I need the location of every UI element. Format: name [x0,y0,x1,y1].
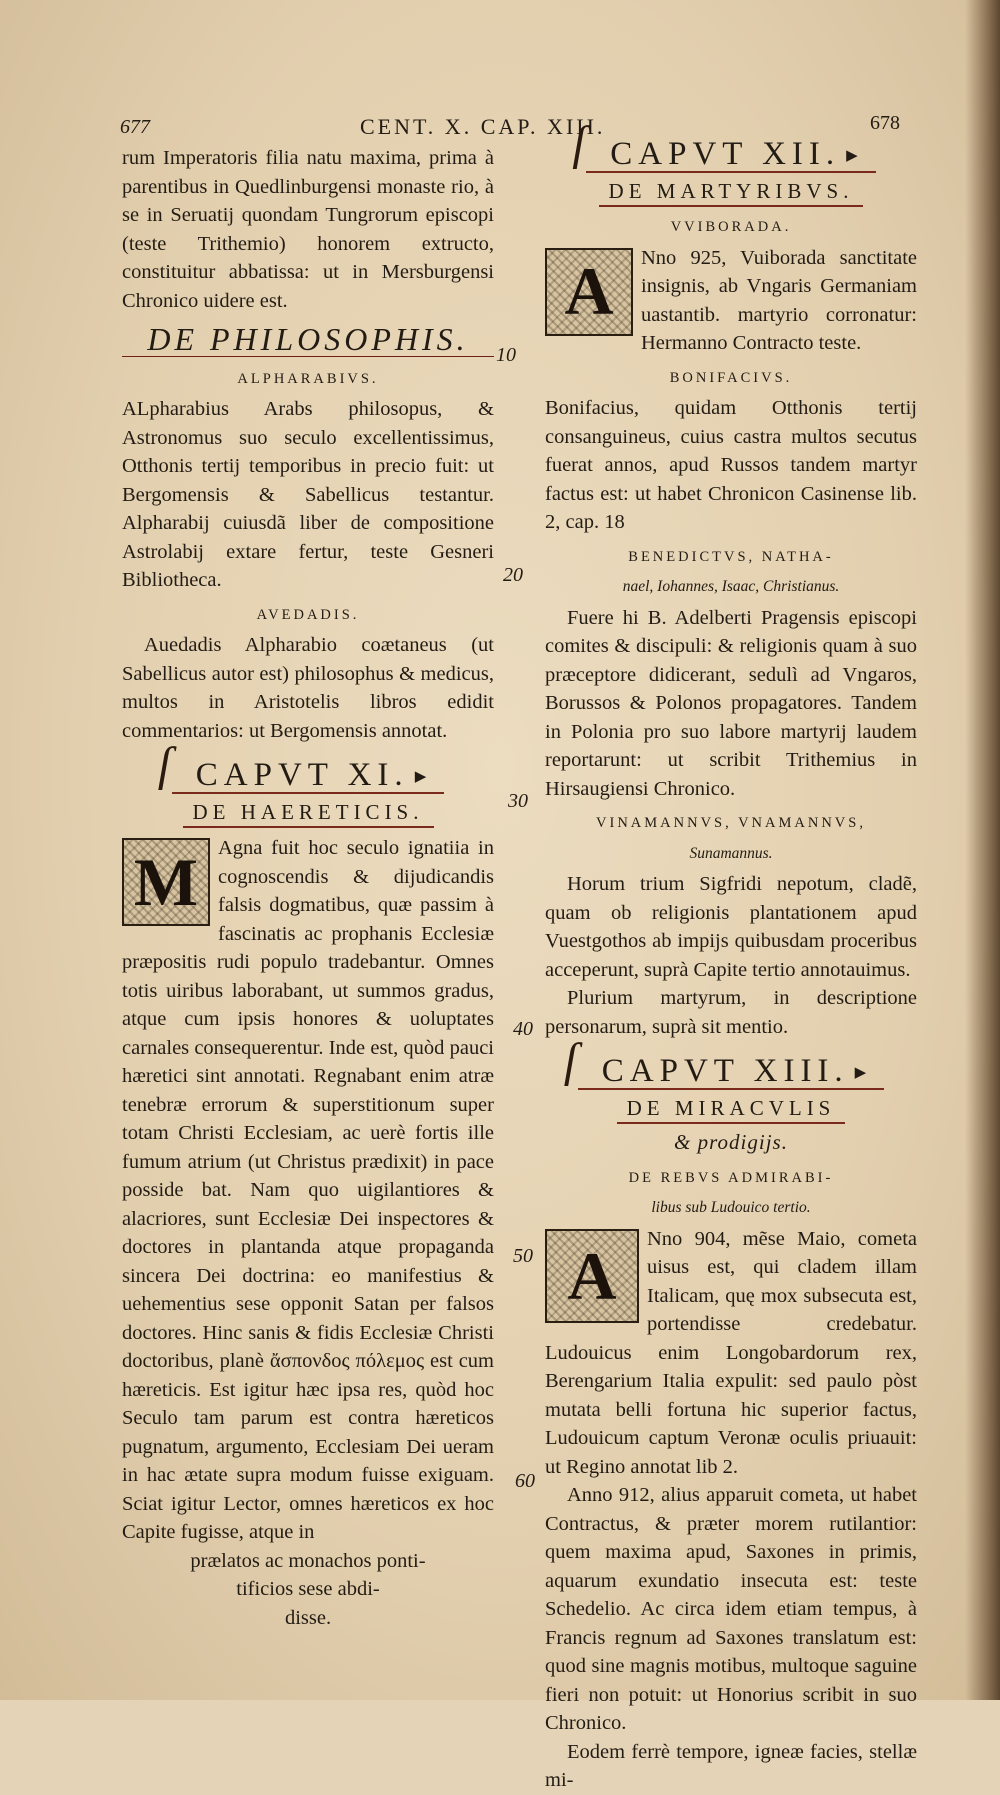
haeretici-section [122,834,494,1547]
vuiborada-paragraph: Nno 925, Vuiborada sanctitate insignis, ab Vngaris Germaniam uastantib. martyrio corronatur: Hermanno Contracto teste. [641,246,917,355]
caput-xii-subtitle: DE MARTYRIBVS. [599,177,864,208]
subhead-benedictus-names: nael, Iohannes, Isaac, Christianus. [622,578,840,596]
plurium-paragraph: Plurium martyrum, in descriptione personarum, suprà sit mentio. [545,987,917,1038]
line-number: 20 [503,564,523,586]
subhead-rebus: DE REBVS ADMIRABI- [628,1169,834,1186]
vuiborada-section [545,244,917,358]
caput-xiii-subtitle-2: & prodigijs. [674,1130,788,1155]
caput-xiii-subtitle: DE MIRACVLIS [617,1094,846,1125]
alpharabius-paragraph: ALpharabius Arabs philosopus, & Astronomus suo seculo excellentissimus, Otthonis tertij temporibus in precio fuit: ut Bergomensis & Sabellicus testantur. Alpharabij cuiusdã liber de compositione Astrolabij extare fertur, teste Gesneri Bibliotheca. [122,398,494,591]
anno904-section [545,1225,917,1482]
closing-line-3: disse. [284,1606,332,1629]
closing-line-1: prælatos ac monachos ponti- [190,1549,426,1572]
dropcap-a-miraculis: A [545,1229,639,1323]
caput-xi-heading [122,757,494,828]
right-column [545,136,917,1795]
caput-xi-title: ſ CAPVT XI. ▶ [172,761,444,794]
caput-xi-subtitle: DE HAERETICIS. [183,798,434,829]
closing-line-2: tificios sese abdi- [236,1578,380,1601]
intro-paragraph: rum Imperatoris filia natu maxima, prima à parentibus in Quedlinburgensi monaste rio, à se in Seruatij quondam Tungrorum episcopi (teste Trithemio) honorem extructo, constituitur abbatissa: ut in Mersburgensi Chronico uidere est. [122,147,494,312]
subhead-bonifacius: BONIFACIVS. [669,369,793,386]
caput-xiii-heading [545,1053,917,1158]
subhead-sunamannus: Sunamannus. [689,844,773,862]
page-number-right: 678 [870,112,900,134]
subhead-rebus-2: libus sub Ludouico tertio. [651,1199,811,1217]
line-number: 10 [496,344,516,366]
line-number: 30 [508,790,528,812]
dropcap-a-martyribus: A [545,248,633,336]
line-number: 60 [515,1470,535,1492]
subhead-avedadis: AVEDADIS. [256,606,360,623]
page-number-left: 677 [120,116,150,138]
vinamannus-paragraph: Horum trium Sigfridi nepotum, cladẽ, quam ob religionis plantationem apud Vuestgothos ab impijs quibusdam proceribus acceperunt, suprà Capite tertio annotauimus. [545,873,917,981]
dropcap-m: M [122,838,210,926]
avedadis-paragraph: Auedadis Alpharabio coætaneus (ut Sabellicus autor est) philosophus & medicus, multos in Aristotelis libros edidit commentarios: ut Bergomensis annotat. [122,634,494,742]
caput-xii-title: ſ CAPVT XII. ▶ [586,140,875,173]
subhead-vuiborada: VVIBORADA. [670,219,792,236]
subhead-vinamannus: VINAMANNVS, VNAMANNVS, [596,815,866,832]
running-head-title: CENT. X. CAP. XIII. [360,114,606,139]
section-title-philosophis: DE PHILOSOPHIS. [122,325,494,357]
line-number: 50 [513,1245,533,1267]
line-number: 40 [513,1018,533,1040]
subhead-alpharabius: ALPHARABIVS. [237,370,379,387]
subhead-benedictus: BENEDICTVS, NATHA- [628,548,834,565]
anno912-paragraph: Anno 912, alius apparuit cometa, ut habet Contractus, & præter morem rutilantior: quem maxima apud, Saxones in primis, aquarum exundatio insecuta est: teste Schedelio. Ac circa idem etiam tempus, à Francis regnum ad Saxones translatum est: quod sine magnis motibus, multoque saguine fieri non potuit: ut Honorius scribit in suo Chronico. [545,1484,917,1735]
haeretici-paragraph: Agna fuit hoc seculo ignatiia in cognoscendis & dijudicandis falsis dogmatibus, quæ passim à fascinatis ac prophanis Ecclesiæ præpositis rudi populo tradebantur. Omnes totis uiribus laborabant, ut summos gradus, atque cum ipsis honores & uoluptates carnales consequerentur. Inde est, quòd pauci hæretici sint annotati. Regnabant enim atræ tenebræ errorum & superstitionum super totam Christi Ecclesiam, ac uerè fortis ille fumum atrium (ut Christus prædixit) in pace posside bat. Nam quo uigilantiores & alacriores, sunt Ecclesiæ Dei inspectores & doctores in plantanda atque propaganda sincera Dei doctrina: eo manifestius & uehementius sese opponit Satan per falsos doctores. Hinc sanis & fidis Ecclesiæ Christi doctoribus, planè ἄσπονδος πόλεμος est cum hæreticis. Est igitur hæc ipsa res, quòd hoc Seculo tam parum est contra hæreticos pugnatum, argumento, Ecclesiam Dei ueram in hac ætate supra modum fuisse exiguam. Sciat igitur Lector, omnes hæreticos ex hoc Capite fugisse, atque in [122,837,494,1544]
caput-xiii-title: ſ CAPVT XIII. ▶ [578,1057,884,1090]
page-gutter [965,0,1000,1700]
caput-xii-heading [545,136,917,207]
eodem-paragraph: Eodem ferrè tempore, igneæ facies, stellæ mi- [545,1740,917,1792]
left-column [122,144,494,1632]
benedictus-paragraph: Fuere hi B. Adelberti Pragensis episcopi comites & discipuli: & religionis quam à suo præceptore didicerant, sedulì ad Vngaros, Borussos & Polonos propagatores. Tandem in Polonia pro suo labore martyrij laudem reportarunt: ut scribit Trithemius in Hirsaugiensi Chronico. [545,606,917,800]
anno904-paragraph: Nno 904, mẽse Maio, cometa uisus est, qui cladem illam Italicam, quę mox subsecuta est, portendisse credebatur. Ludouicus enim Longobardorum rex, Berengarium Italia expulit: sed paulo pòst mutata belli fortuna hic superior factus, Ludouicum captum Veronæ oculis priuauit: ut Regino annotat lib 2. [545,1227,917,1478]
bonifacius-paragraph: Bonifacius, quidam Otthonis tertij consanguineus, cuius castra multos secutus fuerat annos, apud Russos tandem martyr factus est: ut habet Chronicon Casinense lib. 2, cap. 18 [545,397,917,534]
